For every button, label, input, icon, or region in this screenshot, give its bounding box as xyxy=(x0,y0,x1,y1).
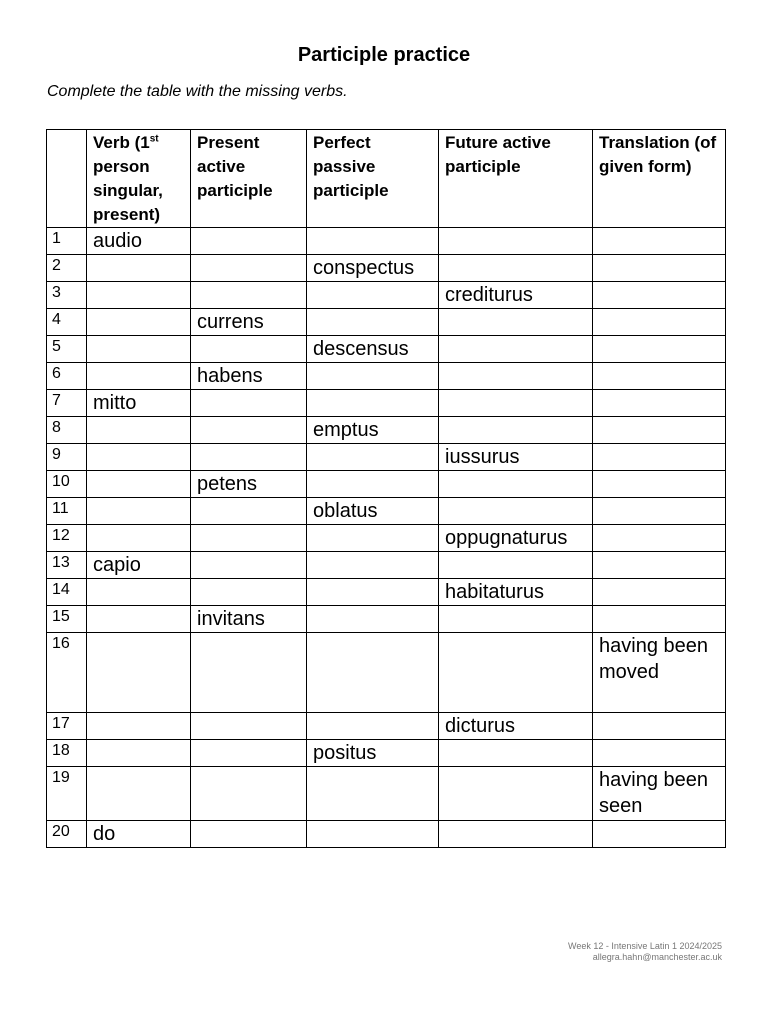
verb-cell[interactable] xyxy=(87,444,191,471)
translation-cell[interactable] xyxy=(593,444,726,471)
row-number-cell: 18 xyxy=(47,740,87,767)
translation-cell[interactable] xyxy=(593,525,726,552)
row-number-cell: 19 xyxy=(47,767,87,821)
instructions-text: Complete the table with the missing verbs. xyxy=(47,83,348,100)
footer xyxy=(420,941,722,963)
row-number-cell: 6 xyxy=(47,363,87,390)
future-participle-cell[interactable] xyxy=(439,363,593,390)
verb-cell[interactable] xyxy=(87,417,191,444)
present-participle-cell[interactable] xyxy=(191,767,307,821)
perfect-participle-cell[interactable] xyxy=(307,606,439,633)
verb-cell[interactable] xyxy=(87,498,191,525)
page-title: Participle practice xyxy=(297,44,471,66)
present-participle-cell[interactable]: currens xyxy=(191,309,307,336)
present-participle-cell[interactable]: invitans xyxy=(191,606,307,633)
future-participle-cell[interactable] xyxy=(439,498,593,525)
present-participle-cell[interactable] xyxy=(191,255,307,282)
perfect-participle-cell[interactable] xyxy=(307,282,439,309)
row-number-cell: 2 xyxy=(47,255,87,282)
header-translation: Translation (of given form) xyxy=(593,130,726,228)
present-participle-cell[interactable] xyxy=(191,821,307,848)
table-row xyxy=(47,390,726,417)
translation-cell[interactable] xyxy=(593,821,726,848)
translation-cell[interactable] xyxy=(593,471,726,498)
table-row xyxy=(47,498,726,525)
future-participle-cell[interactable] xyxy=(439,417,593,444)
perfect-participle-cell[interactable] xyxy=(307,633,439,713)
present-participle-cell[interactable] xyxy=(191,390,307,417)
perfect-participle-cell[interactable] xyxy=(307,713,439,740)
perfect-participle-cell[interactable]: conspectus xyxy=(307,255,439,282)
verb-cell[interactable]: capio xyxy=(87,552,191,579)
verb-cell[interactable] xyxy=(87,363,191,390)
table-row xyxy=(47,336,726,363)
perfect-participle-cell[interactable] xyxy=(307,525,439,552)
table-row xyxy=(47,579,726,606)
table-row xyxy=(47,713,726,740)
future-participle-cell[interactable] xyxy=(439,552,593,579)
verb-cell[interactable] xyxy=(87,767,191,821)
future-participle-cell[interactable] xyxy=(439,390,593,417)
present-participle-cell[interactable] xyxy=(191,228,307,255)
future-participle-cell[interactable]: oppugnaturus xyxy=(439,525,593,552)
perfect-participle-cell[interactable] xyxy=(307,579,439,606)
future-participle-cell[interactable] xyxy=(439,606,593,633)
row-number-cell: 10 xyxy=(47,471,87,498)
row-number-cell: 5 xyxy=(47,336,87,363)
header-present-participle: Present active participle xyxy=(191,130,307,228)
table-row xyxy=(47,417,726,444)
perfect-participle-cell[interactable] xyxy=(307,444,439,471)
perfect-participle-cell[interactable] xyxy=(307,471,439,498)
translation-cell[interactable] xyxy=(593,336,726,363)
future-participle-cell[interactable] xyxy=(439,740,593,767)
present-participle-cell[interactable] xyxy=(191,525,307,552)
future-participle-cell[interactable]: dicturus xyxy=(439,713,593,740)
translation-cell[interactable] xyxy=(593,606,726,633)
row-number-cell: 17 xyxy=(47,713,87,740)
table-row xyxy=(47,255,726,282)
row-number-cell: 13 xyxy=(47,552,87,579)
header-verb-text: Verb (1 xyxy=(93,133,150,152)
verb-cell[interactable] xyxy=(87,740,191,767)
translation-cell[interactable] xyxy=(593,255,726,282)
verb-cell[interactable] xyxy=(87,579,191,606)
future-participle-cell[interactable] xyxy=(439,228,593,255)
future-participle-cell[interactable]: crediturus xyxy=(439,282,593,309)
perfect-participle-cell[interactable] xyxy=(307,821,439,848)
present-participle-cell[interactable] xyxy=(191,282,307,309)
verb-cell[interactable] xyxy=(87,471,191,498)
present-participle-cell[interactable] xyxy=(191,579,307,606)
perfect-participle-cell[interactable] xyxy=(307,390,439,417)
translation-cell[interactable] xyxy=(593,309,726,336)
row-number-cell: 12 xyxy=(47,525,87,552)
table-row xyxy=(47,228,726,255)
present-participle-cell[interactable] xyxy=(191,633,307,713)
perfect-participle-cell[interactable] xyxy=(307,228,439,255)
header-verb xyxy=(87,130,191,228)
present-participle-cell[interactable] xyxy=(191,740,307,767)
footer-course: Week 12 - Intensive Latin 1 2024/2025 xyxy=(568,941,722,951)
row-number-cell: 4 xyxy=(47,309,87,336)
verb-cell[interactable] xyxy=(87,713,191,740)
future-participle-cell[interactable] xyxy=(439,336,593,363)
table-row xyxy=(47,740,726,767)
table-row xyxy=(47,363,726,390)
header-perfect-participle: Perfect passive participle xyxy=(307,130,439,228)
present-participle-cell[interactable] xyxy=(191,336,307,363)
table-body xyxy=(47,228,726,848)
verb-cell[interactable]: do xyxy=(87,821,191,848)
table-row xyxy=(47,821,726,848)
row-number-cell: 8 xyxy=(47,417,87,444)
future-participle-cell[interactable]: iussurus xyxy=(439,444,593,471)
translation-cell[interactable]: having been moved xyxy=(593,633,726,713)
present-participle-cell[interactable] xyxy=(191,417,307,444)
table-row xyxy=(47,282,726,309)
perfect-participle-cell[interactable] xyxy=(307,363,439,390)
header-number xyxy=(47,130,87,228)
verb-cell[interactable] xyxy=(87,309,191,336)
future-participle-cell[interactable] xyxy=(439,633,593,713)
row-number-cell: 11 xyxy=(47,498,87,525)
perfect-participle-cell[interactable]: emptus xyxy=(307,417,439,444)
verb-cell[interactable] xyxy=(87,255,191,282)
verb-cell[interactable]: audio xyxy=(87,228,191,255)
row-number-cell: 16 xyxy=(47,633,87,713)
future-participle-cell[interactable] xyxy=(439,767,593,821)
translation-cell[interactable]: having been seen xyxy=(593,767,726,821)
verb-cell[interactable] xyxy=(87,606,191,633)
table-row xyxy=(47,633,726,713)
table-header-row xyxy=(47,130,726,228)
row-number-cell: 9 xyxy=(47,444,87,471)
present-participle-cell[interactable] xyxy=(191,498,307,525)
header-verb-rest: person singular, present) xyxy=(93,157,163,224)
perfect-participle-cell[interactable]: descensus xyxy=(307,336,439,363)
translation-cell[interactable] xyxy=(593,363,726,390)
future-participle-cell[interactable]: habitaturus xyxy=(439,579,593,606)
translation-cell[interactable] xyxy=(593,740,726,767)
table-row xyxy=(47,606,726,633)
translation-cell[interactable] xyxy=(593,713,726,740)
table-row xyxy=(47,471,726,498)
verb-cell[interactable] xyxy=(87,282,191,309)
verb-cell[interactable]: mitto xyxy=(87,390,191,417)
present-participle-cell[interactable] xyxy=(191,444,307,471)
row-number-cell: 14 xyxy=(47,579,87,606)
perfect-participle-cell[interactable]: oblatus xyxy=(307,498,439,525)
perfect-participle-cell[interactable] xyxy=(307,767,439,821)
translation-cell[interactable] xyxy=(593,417,726,444)
present-participle-cell[interactable]: habens xyxy=(191,363,307,390)
row-number-cell: 7 xyxy=(47,390,87,417)
translation-cell[interactable] xyxy=(593,579,726,606)
row-number-cell: 3 xyxy=(47,282,87,309)
table-row xyxy=(47,525,726,552)
footer-email: allegra.hahn@manchester.ac.uk xyxy=(592,952,722,962)
perfect-participle-cell[interactable]: positus xyxy=(307,740,439,767)
header-verb-superscript: st xyxy=(149,133,159,145)
translation-cell[interactable] xyxy=(593,228,726,255)
perfect-participle-cell[interactable] xyxy=(307,552,439,579)
translation-cell[interactable] xyxy=(593,282,726,309)
future-participle-cell[interactable] xyxy=(439,821,593,848)
translation-cell[interactable] xyxy=(593,552,726,579)
row-number-cell: 1 xyxy=(47,228,87,255)
perfect-participle-cell[interactable] xyxy=(307,309,439,336)
present-participle-cell[interactable] xyxy=(191,713,307,740)
present-participle-cell[interactable]: petens xyxy=(191,471,307,498)
row-number-cell: 20 xyxy=(47,821,87,848)
translation-cell[interactable] xyxy=(593,498,726,525)
translation-cell[interactable] xyxy=(593,390,726,417)
future-participle-cell[interactable] xyxy=(439,309,593,336)
verb-cell[interactable] xyxy=(87,525,191,552)
table-row xyxy=(47,552,726,579)
verb-cell[interactable] xyxy=(87,633,191,713)
future-participle-cell[interactable] xyxy=(439,255,593,282)
table-row xyxy=(47,444,726,471)
table-row xyxy=(47,767,726,821)
row-number-cell: 15 xyxy=(47,606,87,633)
future-participle-cell[interactable] xyxy=(439,471,593,498)
verb-cell[interactable] xyxy=(87,336,191,363)
table-row xyxy=(47,309,726,336)
header-future-participle: Future active participle xyxy=(439,130,593,228)
present-participle-cell[interactable] xyxy=(191,552,307,579)
participle-table xyxy=(46,129,726,848)
